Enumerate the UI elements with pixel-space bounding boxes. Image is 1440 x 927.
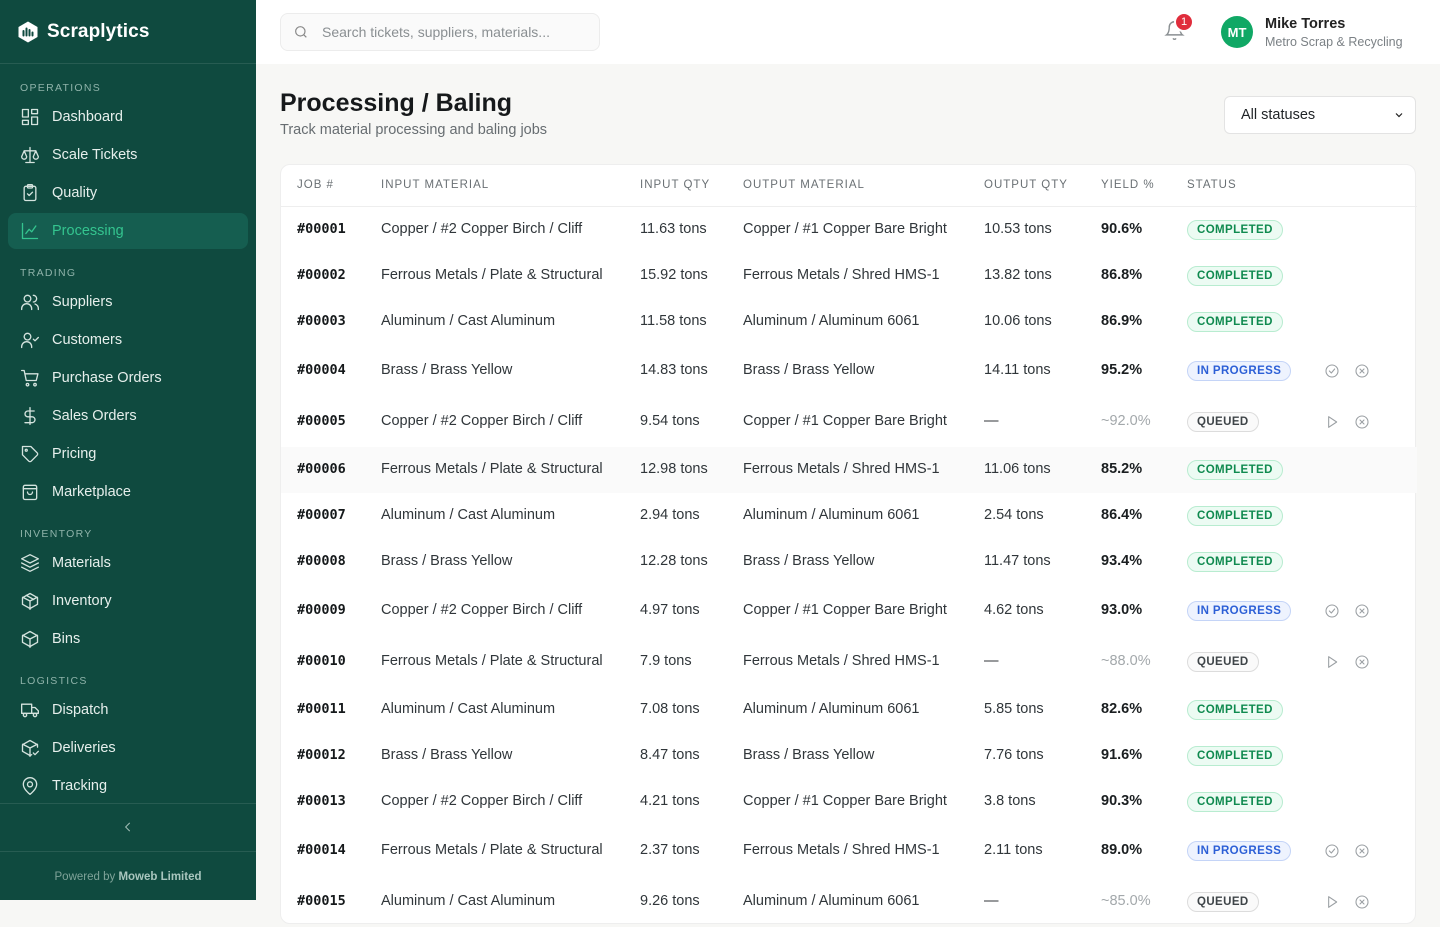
sidebar-item-tracking[interactable] xyxy=(8,768,248,804)
notification-count-badge: 1 xyxy=(1174,12,1194,32)
status-badge: COMPLETED xyxy=(1187,220,1283,240)
cell-output-qty: — xyxy=(984,652,999,669)
cell-output-material: Copper / #1 Copper Bare Bright xyxy=(743,793,947,809)
chevron-down-icon xyxy=(1393,109,1405,121)
sidebar-item-marketplace[interactable] xyxy=(8,474,248,510)
play-icon xyxy=(1324,654,1340,670)
cell-output-qty: 2.54 tons xyxy=(984,507,1044,523)
table-row[interactable] xyxy=(281,876,1417,927)
cell-input-qty: 9.54 tons xyxy=(640,412,700,429)
search-box[interactable] xyxy=(280,13,600,51)
sidebar-divider xyxy=(0,851,256,852)
status-badge: COMPLETED xyxy=(1187,506,1283,526)
cell-input-material: Brass / Brass Yellow xyxy=(381,747,513,763)
cell-output-qty: — xyxy=(984,892,999,909)
processing-jobs-table xyxy=(280,164,1416,924)
cell-output-material: Copper / #1 Copper Bare Bright xyxy=(743,601,947,618)
scale-icon xyxy=(20,145,40,165)
cell-output-qty: 13.82 tons xyxy=(984,267,1052,283)
cell-job[interactable]: #00007 xyxy=(297,507,346,523)
status-badge: IN PROGRESS xyxy=(1187,361,1291,381)
nav-section-inventory: INVENTORY xyxy=(20,528,93,540)
start-job-button[interactable] xyxy=(1324,654,1340,670)
sidebar-item-label: Pricing xyxy=(52,446,97,462)
cell-input-qty: 2.37 tons xyxy=(640,841,700,858)
sidebar-item-materials[interactable] xyxy=(8,545,248,581)
chevron-left-icon xyxy=(121,820,135,834)
map-pin-icon xyxy=(20,776,40,796)
cell-input-qty: 15.92 tons xyxy=(640,267,708,283)
collapse-sidebar-button[interactable] xyxy=(118,817,138,837)
users-icon xyxy=(20,292,40,312)
cell-input-material: Ferrous Metals / Plate & Structural xyxy=(381,461,603,477)
table-row[interactable] xyxy=(281,636,1417,687)
start-job-button[interactable] xyxy=(1324,414,1340,430)
cell-input-qty: 4.21 tons xyxy=(640,793,700,809)
column-header-yield[interactable]: YIELD % xyxy=(1101,179,1155,191)
user-check-icon xyxy=(20,330,40,350)
brand[interactable] xyxy=(0,0,256,64)
search-icon xyxy=(293,24,309,40)
cell-output-material: Copper / #1 Copper Bare Bright xyxy=(743,221,947,237)
cancel-job-button[interactable] xyxy=(1354,414,1370,430)
cell-input-qty: 4.97 tons xyxy=(640,601,700,618)
cell-input-qty: 14.83 tons xyxy=(640,361,708,378)
chart-icon xyxy=(20,221,40,241)
cell-yield: 90.6% xyxy=(1101,221,1143,237)
cell-input-material: Copper / #2 Copper Birch / Cliff xyxy=(381,412,583,429)
cell-yield: 95.2% xyxy=(1101,361,1143,378)
nav-section-trading: TRADING xyxy=(20,267,77,279)
sidebar-divider xyxy=(0,803,256,804)
cell-output-qty: 2.11 tons xyxy=(984,841,1043,858)
cell-job[interactable]: #00008 xyxy=(297,553,346,569)
cell-job[interactable]: #00002 xyxy=(297,267,346,283)
table-row[interactable] xyxy=(281,299,1417,345)
sidebar-item-purchase-orders[interactable] xyxy=(8,360,248,396)
cell-input-qty: 2.94 tons xyxy=(640,507,700,523)
x-circle-icon xyxy=(1354,894,1370,910)
user-organization: Metro Scrap & Recycling xyxy=(1265,35,1403,49)
sidebar-item-label: Sales Orders xyxy=(52,408,137,424)
truck-icon xyxy=(20,700,40,720)
cell-input-qty: 8.47 tons xyxy=(640,747,700,763)
cancel-job-button[interactable] xyxy=(1354,894,1370,910)
sidebar-item-label: Marketplace xyxy=(52,484,131,500)
shopping-bag-icon xyxy=(20,482,40,502)
top-header xyxy=(256,0,1440,64)
start-job-button[interactable] xyxy=(1324,894,1340,910)
cell-input-material: Ferrous Metals / Plate & Structural xyxy=(381,267,603,283)
sidebar-item-customers[interactable] xyxy=(8,322,248,358)
status-badge: COMPLETED xyxy=(1187,266,1283,286)
sidebar-item-label: Scale Tickets xyxy=(52,147,138,163)
cart-icon xyxy=(20,368,40,388)
check-circle-icon xyxy=(1324,843,1340,859)
status-badge: COMPLETED xyxy=(1187,312,1283,332)
sidebar-item-pricing[interactable] xyxy=(8,436,248,472)
cell-job[interactable]: #00009 xyxy=(297,601,346,618)
status-badge: QUEUED xyxy=(1187,652,1259,672)
column-header-output-material[interactable]: OUTPUT MATERIAL xyxy=(743,179,865,191)
complete-job-button[interactable] xyxy=(1324,843,1340,859)
cell-input-material: Copper / #2 Copper Birch / Cliff xyxy=(381,221,583,237)
cell-job[interactable]: #00011 xyxy=(297,701,346,717)
cell-output-qty: 14.11 tons xyxy=(984,361,1051,378)
cell-yield: 85.2% xyxy=(1101,461,1143,477)
powered-by-prefix: Powered by xyxy=(54,871,116,883)
table-row[interactable] xyxy=(281,396,1417,447)
cell-job[interactable]: #00014 xyxy=(297,841,346,858)
cell-job[interactable]: #00012 xyxy=(297,747,346,763)
cancel-job-button[interactable] xyxy=(1354,603,1370,619)
sidebar-item-label: Tracking xyxy=(52,778,108,794)
cell-output-qty: 3.8 tons xyxy=(984,793,1036,809)
cell-output-material: Aluminum / Aluminum 6061 xyxy=(743,313,920,329)
nav-section-logistics: LOGISTICS xyxy=(20,675,88,687)
cell-input-qty: 7.08 tons xyxy=(640,701,700,717)
status-badge: COMPLETED xyxy=(1187,792,1283,812)
complete-job-button[interactable] xyxy=(1324,363,1340,379)
cell-output-qty: 7.76 tons xyxy=(984,747,1044,763)
nav-section-operations: OPERATIONS xyxy=(20,82,102,94)
table-header xyxy=(281,165,1417,207)
cell-job[interactable]: #00015 xyxy=(297,892,346,909)
table-row[interactable] xyxy=(281,687,1417,733)
sidebar-item-label: Materials xyxy=(52,555,111,571)
powered-by xyxy=(0,871,256,883)
column-header-status[interactable]: STATUS xyxy=(1187,179,1237,191)
brand-logo-icon xyxy=(16,20,40,44)
cell-output-qty: 5.85 tons xyxy=(984,701,1044,717)
cell-yield: 86.4% xyxy=(1101,507,1143,523)
brand-name: Scraplytics xyxy=(47,20,150,42)
cell-yield: 93.4% xyxy=(1101,553,1143,569)
status-badge: IN PROGRESS xyxy=(1187,841,1291,861)
status-badge: COMPLETED xyxy=(1187,552,1283,572)
dollar-icon xyxy=(20,406,40,426)
sidebar-item-suppliers[interactable] xyxy=(8,284,248,320)
status-badge: COMPLETED xyxy=(1187,460,1283,480)
cell-yield: ~85.0% xyxy=(1101,892,1151,909)
cell-input-material: Brass / Brass Yellow xyxy=(381,553,513,569)
column-header-output-qty[interactable]: OUTPUT QTY xyxy=(984,179,1068,191)
cell-job[interactable]: #00001 xyxy=(297,221,346,237)
cell-yield: ~88.0% xyxy=(1101,652,1151,669)
sidebar-item-scale-tickets[interactable] xyxy=(8,137,248,173)
package-check-icon xyxy=(20,738,40,758)
layers-icon xyxy=(20,553,40,573)
page-title: Processing / Baling xyxy=(280,89,513,117)
cell-input-material: Aluminum / Cast Aluminum xyxy=(381,507,556,523)
cell-input-material: Ferrous Metals / Plate & Structural xyxy=(381,652,603,669)
cell-yield: 89.0% xyxy=(1101,841,1143,858)
cell-input-qty: 12.28 tons xyxy=(640,553,708,569)
check-circle-icon xyxy=(1324,603,1340,619)
cell-output-material: Ferrous Metals / Shred HMS-1 xyxy=(743,267,940,283)
status-filter-select[interactable] xyxy=(1224,96,1416,134)
cancel-job-button[interactable] xyxy=(1354,843,1370,859)
sidebar-item-sales-orders[interactable] xyxy=(8,398,248,434)
status-badge: COMPLETED xyxy=(1187,746,1283,766)
sidebar-item-label: Dashboard xyxy=(52,109,123,125)
sidebar-item-label: Inventory xyxy=(52,593,112,609)
table-row[interactable] xyxy=(281,493,1417,539)
sidebar-item-label: Suppliers xyxy=(52,294,113,310)
table-row[interactable] xyxy=(281,825,1417,876)
sidebar-item-dispatch[interactable] xyxy=(8,692,248,728)
dashboard-icon xyxy=(20,107,40,127)
cell-job[interactable]: #00005 xyxy=(297,412,346,429)
page-subtitle: Track material processing and baling jobs xyxy=(280,122,548,138)
sidebar xyxy=(0,0,256,900)
box-icon xyxy=(20,629,40,649)
cell-job[interactable]: #00010 xyxy=(297,652,346,669)
table-row[interactable] xyxy=(281,733,1417,779)
cell-job[interactable]: #00006 xyxy=(297,461,346,477)
powered-by-company[interactable]: Moweb Limited xyxy=(118,871,202,883)
cell-output-material: Copper / #1 Copper Bare Bright xyxy=(743,412,947,429)
clipboard-check-icon xyxy=(20,183,40,203)
sidebar-item-label: Dispatch xyxy=(52,702,109,718)
search-input[interactable] xyxy=(322,24,582,40)
table-row[interactable] xyxy=(281,585,1417,636)
cell-input-qty: 9.26 tons xyxy=(640,892,700,909)
user-name[interactable]: Mike Torres xyxy=(1265,16,1346,32)
play-icon xyxy=(1324,894,1340,910)
cell-job[interactable]: #00013 xyxy=(297,793,346,809)
cell-output-material: Ferrous Metals / Shred HMS-1 xyxy=(743,841,940,858)
table-row[interactable] xyxy=(281,539,1417,585)
x-circle-icon xyxy=(1354,603,1370,619)
sidebar-item-label: Purchase Orders xyxy=(52,370,162,386)
status-badge: IN PROGRESS xyxy=(1187,601,1291,621)
x-circle-icon xyxy=(1354,414,1370,430)
cell-job[interactable]: #00003 xyxy=(297,313,346,329)
cell-output-qty: — xyxy=(984,412,999,429)
avatar[interactable]: MT xyxy=(1221,16,1253,48)
cell-input-material: Aluminum / Cast Aluminum xyxy=(381,313,556,329)
column-header-input-material[interactable]: INPUT MATERIAL xyxy=(381,179,490,191)
cell-output-material: Brass / Brass Yellow xyxy=(743,361,875,378)
table-row[interactable] xyxy=(281,779,1417,825)
cell-input-qty: 7.9 tons xyxy=(640,652,692,669)
check-circle-icon xyxy=(1324,363,1340,379)
package-icon xyxy=(20,591,40,611)
table-row[interactable] xyxy=(281,253,1417,299)
cell-output-material: Brass / Brass Yellow xyxy=(743,553,875,569)
x-circle-icon xyxy=(1354,654,1370,670)
sidebar-item-label: Quality xyxy=(52,185,98,201)
column-header-input-qty[interactable]: INPUT QTY xyxy=(640,179,711,191)
cell-input-qty: 11.58 tons xyxy=(640,313,707,329)
sidebar-item-label: Customers xyxy=(52,332,123,348)
play-icon xyxy=(1324,414,1340,430)
cell-output-qty: 4.62 tons xyxy=(984,601,1044,618)
cancel-job-button[interactable] xyxy=(1354,363,1370,379)
sidebar-item-bins[interactable] xyxy=(8,621,248,657)
cell-input-qty: 12.98 tons xyxy=(640,461,708,477)
cell-input-material: Aluminum / Cast Aluminum xyxy=(381,892,556,909)
cell-output-qty: 10.06 tons xyxy=(984,313,1052,329)
x-circle-icon xyxy=(1354,363,1370,379)
table-row[interactable] xyxy=(281,447,1417,493)
status-badge: QUEUED xyxy=(1187,412,1259,432)
sidebar-item-deliveries[interactable] xyxy=(8,730,248,766)
cell-output-material: Ferrous Metals / Shred HMS-1 xyxy=(743,652,940,669)
sidebar-item-processing[interactable] xyxy=(8,213,248,249)
cell-yield: ~92.0% xyxy=(1101,412,1151,429)
cell-yield: 82.6% xyxy=(1101,701,1143,717)
cell-input-material: Copper / #2 Copper Birch / Cliff xyxy=(381,793,583,809)
cell-job[interactable]: #00004 xyxy=(297,361,346,378)
table-row[interactable] xyxy=(281,345,1417,396)
cell-yield: 90.3% xyxy=(1101,793,1143,809)
cancel-job-button[interactable] xyxy=(1354,654,1370,670)
cell-yield: 86.9% xyxy=(1101,313,1143,329)
status-badge: COMPLETED xyxy=(1187,700,1283,720)
cell-output-material: Ferrous Metals / Shred HMS-1 xyxy=(743,461,940,477)
sidebar-item-label: Deliveries xyxy=(52,740,116,756)
cell-yield: 93.0% xyxy=(1101,601,1143,618)
cell-output-qty: 10.53 tons xyxy=(984,221,1052,237)
cell-input-material: Ferrous Metals / Plate & Structural xyxy=(381,841,603,858)
tag-icon xyxy=(20,444,40,464)
table-row[interactable] xyxy=(281,207,1417,253)
cell-output-material: Aluminum / Aluminum 6061 xyxy=(743,507,920,523)
column-header-job[interactable]: JOB # xyxy=(297,179,334,191)
x-circle-icon xyxy=(1354,843,1370,859)
cell-output-qty: 11.06 tons xyxy=(984,461,1051,477)
sidebar-item-inventory[interactable] xyxy=(8,583,248,619)
complete-job-button[interactable] xyxy=(1324,603,1340,619)
cell-output-material: Brass / Brass Yellow xyxy=(743,747,875,763)
status-badge: QUEUED xyxy=(1187,892,1259,912)
cell-yield: 91.6% xyxy=(1101,747,1143,763)
cell-input-qty: 11.63 tons xyxy=(640,221,707,237)
sidebar-item-quality[interactable] xyxy=(8,175,248,211)
sidebar-item-label: Processing xyxy=(52,223,124,239)
cell-input-material: Copper / #2 Copper Birch / Cliff xyxy=(381,601,583,618)
sidebar-item-dashboard[interactable] xyxy=(8,99,248,135)
cell-input-material: Aluminum / Cast Aluminum xyxy=(381,701,556,717)
cell-output-qty: 11.47 tons xyxy=(984,553,1051,569)
cell-input-material: Brass / Brass Yellow xyxy=(381,361,513,378)
sidebar-item-label: Bins xyxy=(52,631,81,647)
status-filter-value: All statuses xyxy=(1241,107,1316,123)
cell-output-material: Aluminum / Aluminum 6061 xyxy=(743,701,920,717)
cell-yield: 86.8% xyxy=(1101,267,1143,283)
cell-output-material: Aluminum / Aluminum 6061 xyxy=(743,892,920,909)
